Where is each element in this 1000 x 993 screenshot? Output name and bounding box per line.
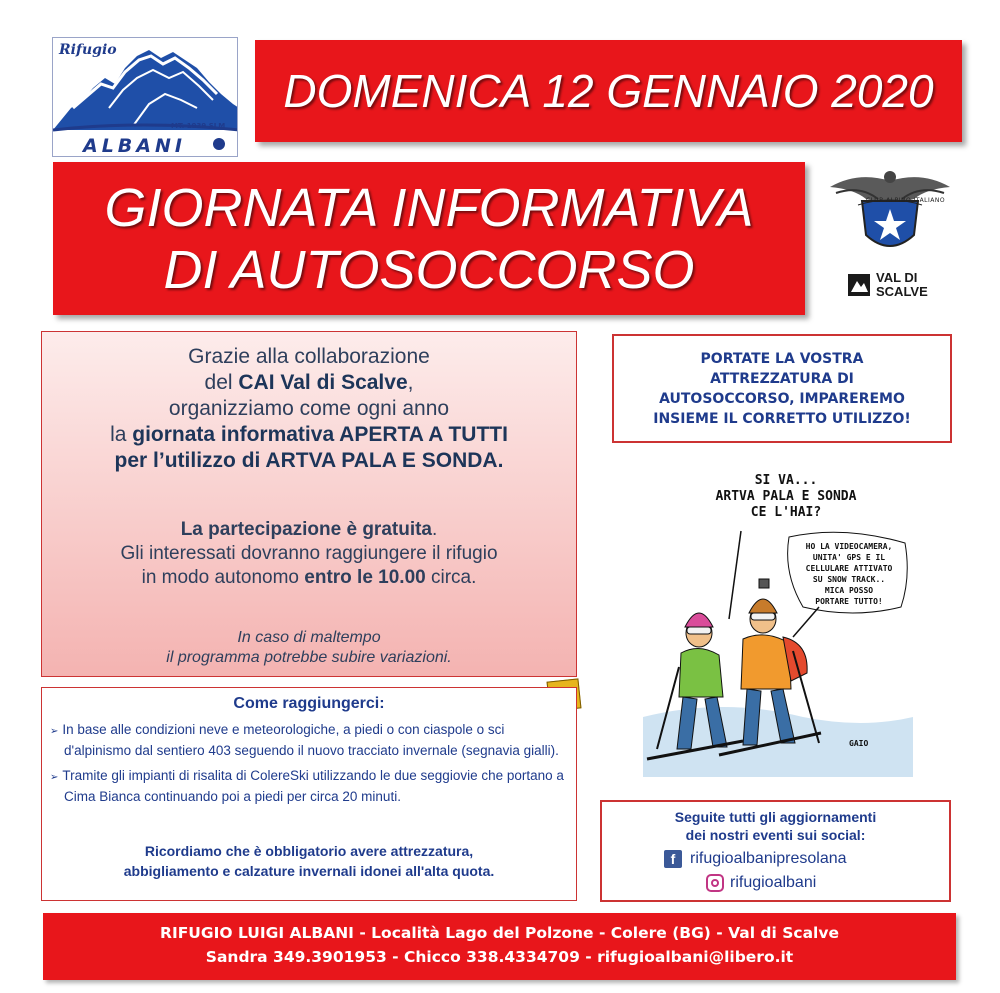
title-line-2: DI AUTOSOCCORSO (163, 239, 695, 300)
val-di-scalve-logo (846, 268, 936, 302)
logo-altitude-text: MT. 1939 SLM (171, 122, 226, 130)
social-heading (602, 808, 949, 844)
footer-address: RIFUGIO LUIGI ALBANI - Località Lago del Polzone - Colere (BG) - Val di Scalve (160, 924, 839, 942)
cartoon-bubble-1-line: ARTVA PALA E SONDA (715, 489, 857, 504)
info-line: il programma potrebbe subire variazioni. (166, 649, 452, 666)
social-heading-line: dei nostri eventi sui social: (685, 827, 866, 843)
facebook-handle: rifugioalbanipresolana (690, 850, 847, 867)
cai-logo (828, 165, 952, 257)
cartoon-bubble-2-line: SU SNOW TRACK.. (812, 575, 886, 584)
rifugio-albani-logo (52, 37, 238, 157)
list-item: ➢ In base alle condizioni neve e meteorologiche, a piedi o con ciaspole o sci d'alpinismo dal sentiero 403 seguendo il nuovo tracciato invernale (segnavia gialli). (50, 720, 568, 760)
info-line: Grazie alla collaborazione (188, 345, 430, 368)
logo-albani-text: ALBANI (83, 135, 186, 157)
title-line-1: GIORNATA INFORMATIVA (104, 177, 754, 238)
facebook-link[interactable] (664, 850, 847, 868)
directions-list (50, 720, 568, 812)
directions-heading: Come raggiungerci: (233, 695, 385, 712)
info-box (41, 331, 577, 677)
val-di-scalve-icon (846, 272, 872, 298)
notice-line: ATTREZZATURA DI (710, 370, 854, 387)
event-date: DOMENICA 12 GENNAIO 2020 (283, 65, 934, 117)
eagle-icon (828, 165, 952, 257)
equipment-reminder (42, 841, 576, 881)
ski-cartoon (643, 467, 913, 777)
cartoon-bubble-2-line: UNITA' GPS E IL (812, 553, 886, 562)
cartoon-bubble-2-line: HO LA VIDEOCAMERA, (805, 542, 893, 551)
cartoon-signature: GAIO (849, 739, 869, 748)
info-line: la giornata informativa APERTA A TUTTI (110, 423, 508, 446)
contact-footer (43, 913, 956, 980)
info-paragraph-1 (42, 344, 576, 474)
cartoon-bubble-2-line: CELLULARE ATTIVATO (805, 564, 893, 573)
info-line: per l’utilizzo di ARTVA PALA E SONDA. (114, 449, 504, 472)
directions-box (41, 687, 577, 901)
cartoon-bubble-1-line: CE L'HAI? (750, 505, 822, 520)
info-line: Gli interessati dovranno raggiungere il rifugio (120, 543, 498, 564)
instagram-link[interactable] (706, 874, 816, 892)
reminder-line: abbigliamento e calzature invernali idonei all'alta quota. (123, 863, 495, 879)
val-di-scalve-line-1: VAL DI (876, 270, 918, 285)
footer-contacts: Sandra 349.3901953 - Chicco 338.4334709 - rifugioalbani@libero.it (205, 948, 794, 966)
social-box (600, 800, 951, 902)
info-paragraph-2 (42, 518, 576, 590)
logo-rifugio-text: Rifugio (59, 42, 117, 58)
info-line: in modo autonomo entro le 10.00 circa. (141, 567, 477, 588)
social-heading-line: Seguite tutti gli aggiornamenti (674, 809, 877, 825)
instagram-icon (706, 874, 724, 892)
info-paragraph-3 (42, 628, 576, 668)
info-line: organizziamo come ogni anno (168, 397, 450, 420)
list-item: ➢ Tramite gli impianti di risalita di ColereSki utilizzando le due seggiovie che portano a Cima Bianca continuando poi a piedi per circa 20 minuti. (50, 766, 568, 806)
cartoon-bubble-2-line: PORTARE TUTTO! (815, 597, 883, 606)
reminder-line: Ricordiamo che è obbligatorio avere attrezzatura, (144, 843, 474, 859)
info-line: La partecipazione è gratuita. (180, 519, 438, 540)
val-di-scalve-line-2: SCALVE (876, 284, 928, 299)
instagram-handle: rifugioalbani (730, 874, 817, 891)
date-banner (255, 40, 962, 142)
cartoon-bubble-2-line: MICA POSSO (824, 586, 874, 595)
info-line: del CAI Val di Scalve, (204, 371, 414, 394)
info-line: In caso di maltempo (237, 629, 381, 646)
cai-logo-text: CLUB ALPINO ITALIANO (866, 197, 946, 204)
cartoon-bubble-1-line: SI VA... (754, 473, 818, 488)
notice-line: AUTOSOCCORSO, IMPAREREMO (659, 390, 905, 407)
title-banner (53, 162, 805, 315)
notice-line: INSIEME IL CORRETTO UTILIZZO! (653, 410, 911, 427)
notice-line: PORTATE LA VOSTRA (700, 350, 864, 367)
facebook-icon: f (664, 850, 682, 868)
equipment-notice-box (612, 334, 952, 443)
